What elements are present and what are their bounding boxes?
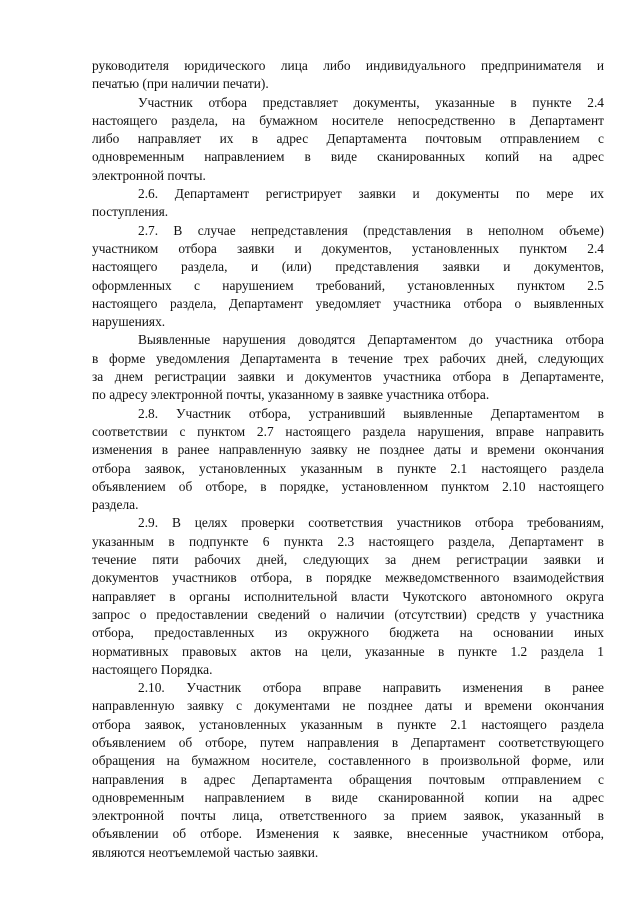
text-line: за днем регистрации заявки и документов участника отбора в Департаменте, bbox=[92, 369, 604, 385]
text-line: отбора, предоставленных из окружного бюджета на основании иных bbox=[92, 625, 604, 641]
text-line: направления в адрес Департамента обращения почтовым отправлением с bbox=[92, 771, 604, 787]
text-line: отбора заявок, установленных указанным в пункте 2.1 настоящего раздела bbox=[92, 460, 604, 476]
text-line: объявлением об отборе, путем направления в Департамент соответствующего bbox=[92, 734, 604, 750]
text-line: объявлении об отборе. Изменения к заявке, внесенные участником отбора, bbox=[92, 826, 604, 842]
text-line: электронной почты. bbox=[92, 167, 206, 183]
text-line: Участник отбора представляет документы, указанные в пункте 2.4 bbox=[138, 94, 604, 110]
text-line: одновременным направлением в виде сканированной копии на адрес bbox=[92, 789, 604, 805]
text-line: объявлением об отборе, в порядке, установленном пунктом 2.10 настоящего bbox=[92, 478, 604, 494]
text-line: соответствии с пунктом 2.7 настоящего раздела нарушения, вправе направить bbox=[92, 423, 604, 439]
text-line: печатью (при наличии печати). bbox=[92, 76, 269, 92]
text-line: 2.10. Участник отбора вправе направить изменения в ранее bbox=[138, 680, 604, 696]
text-line: течение пяти рабочих дней, следующих за днем регистрации заявки и bbox=[92, 552, 604, 568]
text-line: указанным в подпункте 6 пункта 2.3 настоящего раздела, Департамент в bbox=[92, 533, 604, 549]
text-line: являются неотъемлемой частью заявки. bbox=[92, 844, 319, 860]
text-line: 2.9. В целях проверки соответствия участников отбора требованиям, bbox=[138, 515, 604, 531]
text-line: настоящего раздела, и (или) представления заявки и документов, bbox=[92, 259, 604, 275]
text-line: запрос о предоставлении сведений о наличии (отсутствии) средств у участника bbox=[92, 606, 604, 622]
text-line: электронной почты лица, ответственного за прием заявок, указанный в bbox=[92, 808, 604, 824]
text-line: изменения в ранее направленную заявку не позднее даты и времени окончания bbox=[92, 442, 604, 458]
text-line: обращения на бумажном носителе, составленного в произвольной форме, или bbox=[92, 753, 604, 769]
text-line: либо направляет их в адрес Департамента почтовым отправлением с bbox=[92, 131, 604, 147]
text-line: настоящего раздела, на бумажном носителе непосредственно в Департамент bbox=[92, 112, 604, 128]
text-line: в форме уведомления Департамента в течение трех рабочих дней, следующих bbox=[92, 350, 604, 366]
paragraph-p-2-6 bbox=[92, 185, 604, 222]
text-line: участником отбора заявки и документов, установленных пунктом 2.4 bbox=[92, 240, 604, 256]
text-line: по адресу электронной почты, указанному в заявке участника отбора. bbox=[92, 387, 490, 403]
text-line: оформленных с нарушением требований, установленных пунктом 2.5 bbox=[92, 277, 604, 293]
text-line: 2.7. В случае непредставления (представления в неполном объеме) bbox=[138, 222, 604, 238]
text-line: настоящего раздела, Департамент уведомляет участника отбора о выявленных bbox=[92, 295, 604, 311]
text-line: 2.8. Участник отбора, устранивший выявленные Департаментом в bbox=[138, 405, 604, 421]
text-line: настоящего Порядка. bbox=[92, 661, 213, 677]
text-line: руководителя юридического лица либо индивидуального предпринимателя и bbox=[92, 58, 604, 73]
text-line: раздела. bbox=[92, 497, 139, 513]
text-line: нарушениях. bbox=[92, 314, 166, 330]
text-line: 2.6. Департамент регистрирует заявки и документы по мере их bbox=[138, 186, 604, 202]
text-line: направленную заявку с документами не позднее даты и времени окончания bbox=[92, 698, 604, 714]
paragraph-p-submission bbox=[92, 94, 604, 185]
text-line: поступления. bbox=[92, 204, 169, 220]
paragraph-p-2-9 bbox=[92, 514, 604, 679]
paragraph-p-2-10 bbox=[92, 679, 604, 862]
text-line: отбора заявок, установленных указанным в пункте 2.1 настоящего раздела bbox=[92, 716, 604, 732]
paragraph-p-2-8 bbox=[92, 405, 604, 515]
text-line: нормативных правовых актов на цели, указанные в пункте 1.2 раздела 1 bbox=[92, 643, 604, 659]
paragraph-p-violations bbox=[92, 331, 604, 404]
paragraph-p-2-7 bbox=[92, 222, 604, 332]
text-line: направляет в органы исполнительной власти Чукотского автономного округа bbox=[92, 588, 604, 604]
text-line: Выявленные нарушения доводятся Департаментом до участника отбора bbox=[138, 332, 604, 348]
paragraph-p-cont bbox=[92, 57, 604, 94]
text-line: документов участников отбора, в порядке межведомственного взаимодействия bbox=[92, 570, 604, 586]
text-line: одновременным направлением в виде сканированных копий на адрес bbox=[92, 149, 604, 165]
